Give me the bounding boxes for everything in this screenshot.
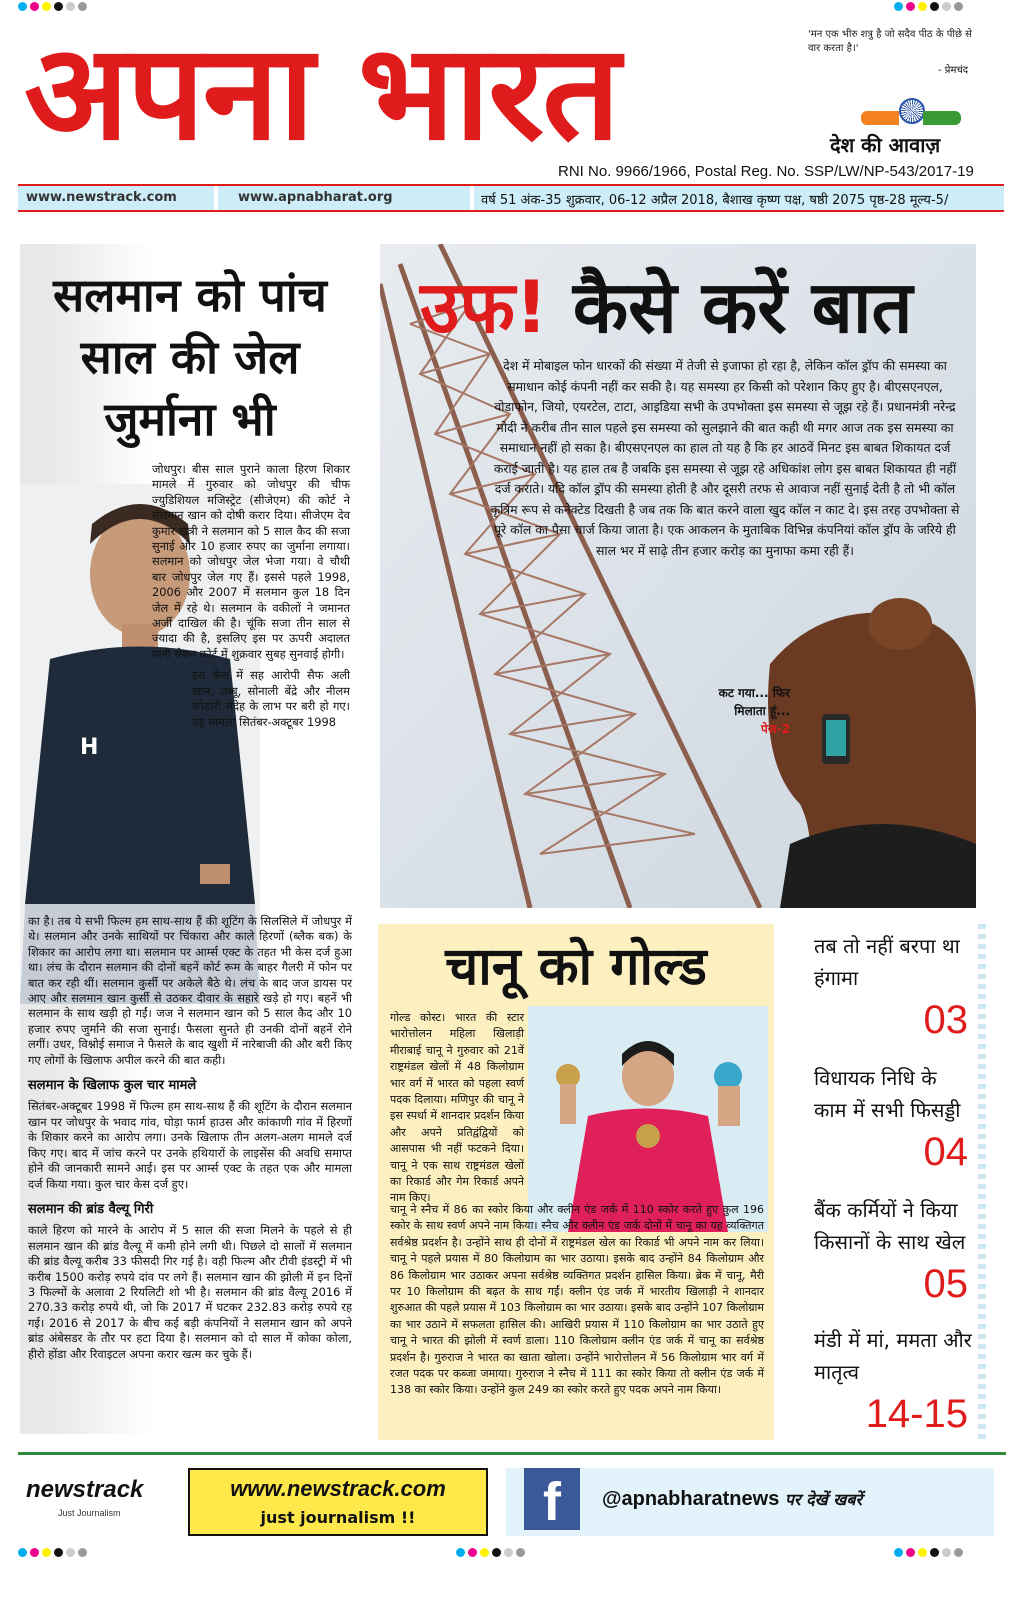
- svg-text:H: H: [80, 735, 99, 760]
- salman-headline: सलमान को पांच साल की जेल जुर्माना भी: [53, 268, 327, 446]
- registration-marks-bottom-left: [18, 1548, 87, 1557]
- website-link-apnabharat[interactable]: www.apnabharat.org: [238, 190, 393, 205]
- chanu-photo: [528, 1006, 768, 1232]
- chanu-body-continued: चानू ने स्नैच में 86 का स्कोर किया और क्लीन एंड जर्क में 110 स्कोर करते हुए कुल 196 स्कोर के साथ स्वर्ण अपने नाम किया। स्नैच और क्लीन एंड जर्क दोनों में चानू का यह व्यक्तिगत सर्वश्रेष्ठ प्रदर्शन है। उन्होंने साथ ही दोनों में राष्ट्रमंडल खेल का रिकार्ड भी अपने नाम कर लिया। चानू ने पहले प्रयास में 80 किलोग्राम का भार उठाया। इसके बाद उन्होंने 84 किलोग्राम और 86 किलोग्राम भार उठाकर अपना सर्वश्रेष्ठ व्यक्तिगत प्रदर्शन हासिल किया। ब्रेक में चानू, मैरी पर 10 किलोग्राम की बढ़त के साथ गईं। क्लीन एंड जर्क में भारतीय खिलाड़ी ने शानदार शुरुआत की पहले प्रयास में 103 किलोग्राम का भार उठाया। इसके बाद उन्होंने 107 किलोग्राम का भार उठाने में सफलता हासिल की। आखिरी प्रयास में 110 किलोग्राम का भार उठाते हुए चानू ने भारत की झोली में स्वर्ण डाला। 110 किलोग्राम क्लीन एंड जर्क में चानू का सर्वश्रेष्ठ प्रदर्शन है। गुरुराज ने भारत का खाता खोला। उन्होंने भारोत्तोलन में 56 किलोग्राम भार वर्ग में रजत पदक पर कब्जा जमाया। गुरुराज ने स्नैच में 111 का स्कोर किया तो क्लीन एंड जर्क में 138 का स्कोर किया। उन्होंने कुल 249 का स्कोर करते हुए पदक अपने नाम किया।: [390, 1203, 764, 1397]
- teaser-headline: तब तो नहीं बरपा था हंगामा: [814, 934, 960, 990]
- teaser-text: कट गया... फिर मिलाता हूं...: [718, 686, 790, 718]
- teaser-item[interactable]: [806, 924, 978, 1046]
- chanu-article: [378, 924, 774, 1440]
- registration-marks-top-right: [894, 2, 963, 11]
- facebook-icon: f: [524, 1468, 580, 1530]
- edition-date: वर्ष 51 अंक-35 शुक्रवार, 06-12 अप्रैल 2018, बैशाख कृष्ण पक्ष, षष्ठी 2075 पृष्ठ-28 मूल्य-5/: [481, 193, 949, 208]
- newstrack-url-box[interactable]: [188, 1468, 488, 1536]
- chanu-headline: चानू को गोल्ड: [445, 937, 707, 997]
- headline-exclamation: उफ!: [420, 265, 548, 349]
- teaser-page-number: 03: [923, 998, 968, 1042]
- inside-pages-teasers: [806, 924, 978, 1440]
- divider: [214, 186, 218, 210]
- registration-marks-bottom-right: [894, 1548, 963, 1557]
- facebook-handle: [602, 1488, 862, 1511]
- newspaper-logo: अपना भारत: [24, 16, 619, 170]
- facebook-promo[interactable]: [506, 1468, 994, 1536]
- salman-body-intro: [152, 462, 350, 730]
- continued-page-link[interactable]: पेज-2: [760, 722, 790, 736]
- salman-article: [20, 244, 354, 1434]
- teaser-headline: मंडी में मां, ममता और मातृत्व: [814, 1328, 972, 1384]
- salman-body-continued: [28, 914, 352, 1362]
- paragraph: काले हिरण को मारने के आरोप में 5 साल की सजा मिलने के पहले से ही सलमान खान की ब्रांड वैल्यू में कमी होने लगी थी। पिछले दो सालों में सलमान की ब्रांड वैल्यू करीब 33 फीसदी गिर गई है। वही फिल्म और टीवी इंडस्ट्री में भी करीब 1500 करोड़ रुपये दांव पर लगे हैं। सलमान खान की झोली में इन दिनों 3 फिल्मों के अलावा 2 रियलिटी शो भी है। सलमान की ब्रांड वैल्यू 2016 में 270.33 करोड़ रुपये थी, जो कि 2017 में घटकर 232.83 करोड़ रुपये रह गई। 2016 से 2017 के बीच कई बड़ी कंपनियों ने सलमान खान को अपने ब्रांड अंबेसडर के तौर पर हटा दिया है। सलमान को दो साल में कोका कोला, हीरो होंडा और रिवाइटल अपना करार खत्म कर चुके हैं।: [28, 1223, 352, 1361]
- feature-body: देश में मोबाइल फोन धारकों की संख्या में तेजी से इजाफा हो रहा है, लेकिन कॉल ड्रॉप की समस्या का समाधान कोई कंपनी नहीं कर सकी है। यह समस्या हर किसी को परेशान किए हुए है। बीएसएनएल, वोडाफोन, जियो, एयरटेल, टाटा, आइडिया सभी के उपभोक्ता इस समस्या से जूझ रहे हैं। प्रधानमंत्री नरेन्द्र मोदी ने करीब तीन साल पहले इस समस्या को सुलझाने की बात कही थी मगर आज तक इस समस्या का समाधान नहीं हो सका है। बीएसएनएल का हाल तो यह है कि हर आठवें मिनट इस बाबत शिकायत दर्ज कराई जाती है। यह हाल तब है जबकि इस समस्या से जूझ रहे अधिकांश लोग इस बाबत शिकायत ही नहीं दर्ज कराते। यदि कॉल ड्रॉप की समस्या होती है और दूसरी तरफ से आवाज नहीं सुनाई देती है तो भी कॉल कृत्रिम रूप से कनेक्टेड दिखती है जब तक कि बात करने वाला खुद कॉल न काट दे। इस तरह उपभोक्ता से पूरे कॉल का पैसा चार्ज किया जाता है। एक आकलन के मुताबिक विभिन्न कंपनियां कॉल ड्रॉप के जरिये ही साल भर में साढ़े तीन हजार करोड़ का मुनाफा कमा रही हैं।: [490, 358, 960, 558]
- newstrack-logo[interactable]: [18, 1468, 188, 1536]
- footer-divider: [18, 1452, 1006, 1455]
- masthead: [18, 18, 1008, 178]
- newstrack-url: www.newstrack.com: [230, 1476, 446, 1501]
- newstrack-url-tagline: just journalism !!: [260, 1508, 416, 1527]
- paragraph: का है। तब ये सभी फिल्म हम साथ-साथ हैं की शूटिंग के सिलसिले में जोधपुर में थे। सलमान और उनके साथियों पर चिंकारा और काले हिरणों (ब्लैक बक) के शिकार का आरोप लगा था। सलमान पर आर्म्स एक्ट के तहत भी केस दर्ज हुआ था। लंच के दौरान सलमान की दोनों बहनें कोर्ट रूम के बाहर गैलरी में फोन पर बात कर रही थीं। सलमान कुर्सी पर अकेले बैठे थे। लंच के बाद जज डायस पर आए और सलमान खान कुर्सी से उठकर दीवार के सहारे खड़े हो गए। बहनें भी सलमान के साथ खड़ी हो गईं। जज ने सलमान खान को 5 साल कैद और 10 हजार रुपए जुर्माने की सजा सुनाई। फैसला सुनते ही उनकी दोनों बहनें रोने लगीं। उधर, विश्नोई समाज ने फैसले के बाद खुशी में नारेबाजी की और बरी किए गए लोगों के खिलाफ अपील करने की बात कही।: [28, 914, 352, 1067]
- teaser-page-number: 04: [923, 1130, 968, 1174]
- decorative-stripe: [978, 924, 986, 1440]
- subheading-brand-value: सलमान की ब्रांड वैल्यू गिरी: [28, 1201, 154, 1217]
- masthead-quote: 'मन एक भीरु शत्रु है जो सदैव पीठ के पीछे से वार करता है।': [808, 29, 972, 54]
- teaser-item[interactable]: [806, 1056, 978, 1178]
- subheading-cases: सलमान के खिलाफ कुल चार मामले: [28, 1078, 197, 1094]
- teaser-headline: विधायक निधि के काम में सभी फिसड्डी: [814, 1066, 961, 1122]
- call-drop-feature: [380, 244, 976, 908]
- rni-registration: RNI No. 9966/1966, Postal Reg. No. SSP/LW/NP-543/2017-19: [558, 163, 974, 180]
- teaser-item[interactable]: [806, 1188, 978, 1310]
- feature-headline: [420, 262, 913, 352]
- teaser-page-number: 14-15: [865, 1392, 968, 1436]
- facebook-handle-text: @apnabharatnews: [602, 1488, 780, 1510]
- edition-info-bar: [18, 184, 1004, 212]
- footer-banner: [18, 1468, 1006, 1536]
- paragraph: सितंबर-अक्टूबर 1998 में फिल्म हम साथ-साथ हैं की शूटिंग के दौरान सलमान खान पर जोधपुर के भवाद गांव, घोड़ा फार्म हाउस और कांकाणी गांव में हिरणों के शिकार करने का आरोप लगा। उनके खिलाफ तीन अलग-अलग मामले दर्ज किए गए। बाद में जांच करने पर उनके हथियारों के लाइसेंस की अवधि समाप्त होने की जानकारी सामने आई। इस पर आर्म्स एक्ट के तहत एक और मामला दर्ज किया गया। कुल चार केस दर्ज हुए।: [28, 1099, 352, 1191]
- paragraph: जोधपुर। बीस साल पुराने काला हिरण शिकार मामले में गुरुवार को जोधपुर की चीफ ज्युडिशियल मजिस्ट्रेट (सीजेएम) की कोर्ट ने सलमान खान को दोषी करार दिया। सीजेएम देव कुमार खत्री ने सलमान को 5 साल कैद की सजा सुनाई और 10 हजार रुपए का जुर्माना लगाया। सलमान को जोधपुर जेल भेजा गया। वे चौथी बार जोधपुर जेल गए हैं। इससे पहले 1998, 2006 और 2007 में सलमान कुल 18 दिन जेल में रहे थे। सलमान के वकीलों ने जमानत अर्जी दाखिल की है। चूंकि सजा तीन साल से ज्यादा की है, इसलिए इस पर ऊपरी अदालत यानी सेशन कोर्ट में शुक्रवार सुबह सुनवाई होगी।: [152, 462, 350, 661]
- teaser-item[interactable]: [806, 1318, 978, 1440]
- website-link-newstrack[interactable]: www.newstrack.com: [26, 190, 177, 205]
- continued-teaser: [690, 684, 790, 738]
- tricolor-flag-icon: [861, 98, 961, 128]
- quote-author: - प्रेमचंद: [938, 65, 969, 76]
- paragraph: इस केस में सह आरोपी सैफ अली खान, तब्बू, सोनाली बेंद्रे और नीलम कोठारी संदेह के लाभ पर बरी हो गए। यह मामला सितंबर-अक्टूबर 1998: [192, 668, 350, 729]
- masthead-slogan: देश की आवाज़: [830, 133, 941, 157]
- facebook-see-news: पर देखें खबरें: [784, 1490, 863, 1509]
- registration-marks-top-left: [18, 2, 87, 11]
- headline-main: कैसे करें बात: [572, 265, 913, 349]
- teaser-headline: बैंक कर्मियों ने किया किसानों के साथ खेल: [814, 1198, 966, 1254]
- registration-marks-bottom-center: [456, 1548, 525, 1557]
- divider: [470, 186, 474, 210]
- newstrack-logo-tagline: Just Journalism: [58, 1508, 121, 1518]
- teaser-page-number: 05: [923, 1262, 968, 1306]
- newstrack-logo-name: newstrack: [26, 1476, 144, 1503]
- chanu-body-intro: गोल्ड कोस्ट। भारत की स्टार भारोत्तोलन महिला खिलाड़ी मीराबाई चानू ने गुरुवार को 21वें राष्ट्रमंडल खेलों में 48 किलोग्राम भार वर्ग में भारत को पहला स्वर्ण पदक दिलाया। मणिपुर की चानू ने इस स्पर्धा में शानदार प्रदर्शन किया और अपने प्रतिद्वंद्वियों को आसपास भी नहीं फटकने दिया। चानू ने एक साथ राष्ट्रमंडल खेलों का रिकार्ड और गेम रिकार्ड अपने नाम किए।: [390, 1011, 524, 1205]
